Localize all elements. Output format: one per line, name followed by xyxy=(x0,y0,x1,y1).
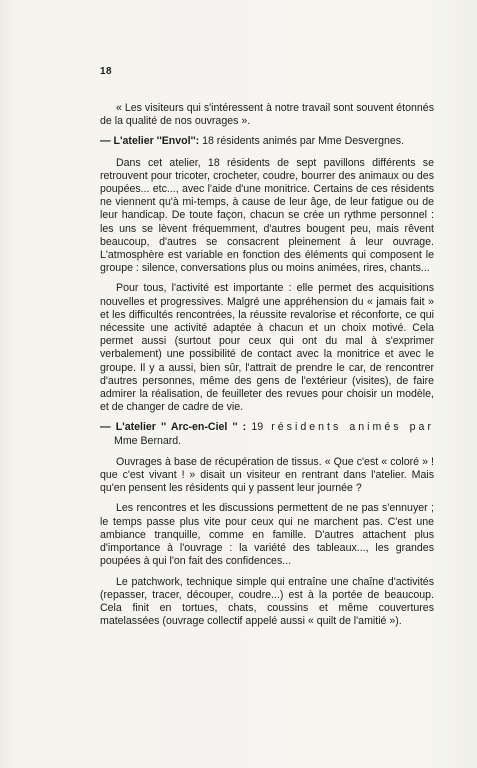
intro-quote-paragraph: « Les visiteurs qui s'intéressent à notre travail sont souvent étonnés de la qualité de nos ouvrages ». xyxy=(100,102,434,128)
paragraph-arc-2: Les rencontres et les discussions permettent de ne pas s'ennuyer ; le temps passe plus vite pour ceux qui ne marchent pas. C'est une ambiance tranquille, comme en famille. D'autres attachent plus d'importance à l'ouvrage : la variété des tableaux..., les grandes poupées à qui l'on fait des confidences... xyxy=(100,502,434,568)
heading-envol-label: — L'atelier ''Envol'': xyxy=(100,135,200,148)
body-text xyxy=(100,102,434,635)
section-heading-arc-en-ciel xyxy=(100,421,434,447)
heading-arc-label: — L'atelier '' Arc-en-Ciel '' : xyxy=(100,421,247,434)
heading-envol-rest: 18 résidents animés par Mme Desvergnes. xyxy=(199,135,405,148)
paragraph-arc-3: Le patchwork, technique simple qui entraîne une chaîne d'activités (repasser, tracer, découper, coudre...) est à la portée de beaucoup. Cela finit en tortues, chats, coussins et même couvertures matelassées (ouvrage collectif appelé aussi « quilt de l'amitié »). xyxy=(100,575,434,628)
heading-arc-spaced: résidents animés par xyxy=(263,421,434,434)
section-heading-envol xyxy=(100,135,434,148)
paragraph-envol-2: Pour tous, l'activité est importante : elle permet des acquisitions nouvelles et progressives. Malgré une appréhension du « jamais fait » et les difficultés rencontrées, la réussite revalorise et réconforte, ce qui nécessite une activité adaptée à chacun et un choix motivé. Cela permet aussi (surtout pour ceux qui ont du mal à s'exprimer verbalement) une possibilité de contact avec la monitrice et avec le groupe. Il y a aussi, bien sûr, l'attrait de prendre le car, de rencontrer d'autres personnes, même des gens de l'extérieur (visites), de faire admirer la réalisation, de feuilleter des revues pour choisir un modèle, et de changer de cadre de vie. xyxy=(100,282,434,414)
page-number: 18 xyxy=(100,66,113,77)
heading-arc-count: 19 xyxy=(246,421,264,434)
paragraph-envol-1: Dans cet atelier, 18 résidents de sept pavillons différents se retrouvent pour tricoter, crocheter, coudre, bourrer des animaux ou des poupées... etc..., avec l'aide d'une monitrice. Certains de ces résidents ne viennent qu'à mi-temps, à cause de leur âge, de leur fatigue ou de leur handicap. De toute façon, chacun se crée un rythme personnel : les uns se lèvent fréquemment, d'autres bougent peu, mais rêvent beaucoup, d'autres se consacrent pleinement à leur ouvrage. L'atmosphère est variable en fonction des éléments qui composent le groupe : silence, conversations plus ou moins animées, rires, chants... xyxy=(100,156,434,275)
paragraph-arc-1: Ouvrages à base de récupération de tissus. « Que c'est « coloré » ! que c'est vivant ! » disait un visiteur en rentrant dans l'atelier. Mais qu'en pensent les résidents qui y passent leur journée ? xyxy=(100,455,434,495)
heading-arc-monitrice: Mme Bernard. xyxy=(114,434,182,447)
